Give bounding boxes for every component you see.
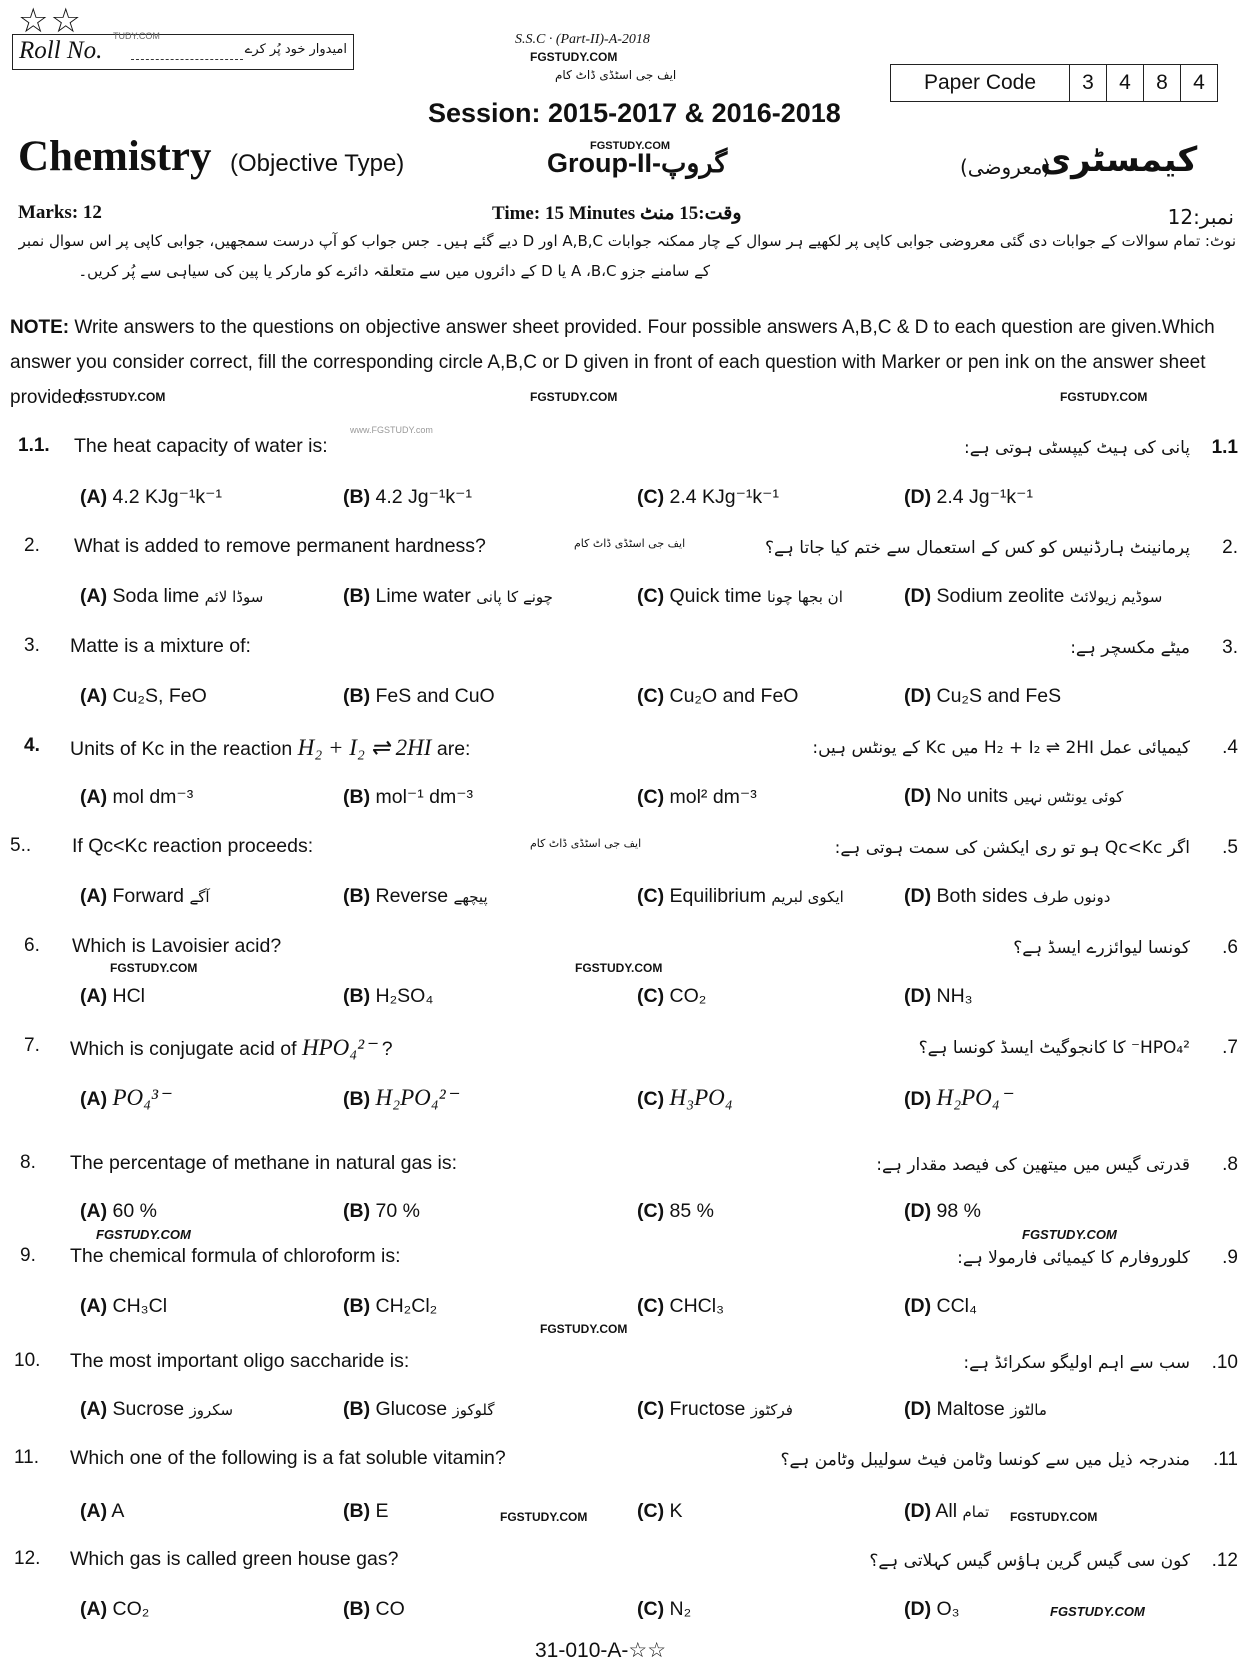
option-text: CH₃Cl [112, 1295, 168, 1317]
question-number-urdu: 1.1 [1211, 437, 1238, 458]
option-d[interactable] [904, 1398, 1047, 1421]
option-d[interactable] [904, 685, 1061, 708]
question-number-urdu: .6 [1222, 937, 1238, 958]
question-text-urdu: قدرتی گیس میں میتھین کی فیصد مقدار ہے: [876, 1155, 1190, 1175]
option-text: No units [936, 785, 1009, 807]
question-text-part: Units of Kc in the reaction [70, 738, 293, 760]
option-d[interactable] [904, 1598, 960, 1621]
option-key: (C) [637, 1398, 665, 1420]
option-text-urdu: مالٹوز [1010, 1401, 1047, 1419]
option-text-urdu: تمام [962, 1503, 990, 1521]
option-d[interactable] [904, 485, 1033, 509]
option-d[interactable] [904, 785, 1123, 808]
option-text: Lime water [375, 585, 471, 607]
option-c[interactable] [637, 485, 779, 509]
paper-code-digit: 4 [1193, 71, 1205, 94]
option-text: CO [375, 1598, 405, 1620]
question-number: 12. [14, 1548, 41, 1569]
option-text: Quick time [669, 585, 762, 607]
option-key: (D) [904, 1088, 932, 1110]
watermark: FGSTUDY.COM [96, 1227, 191, 1242]
question-text-urdu: سب سے اہم اولیگو سکرائڈ ہے: [963, 1353, 1190, 1373]
subject-type: (Objective Type) [230, 150, 405, 177]
option-b[interactable] [343, 1295, 437, 1318]
note-urdu-line-2: کے سامنے جزو A ،B،C یا D کے دائروں میں سے متعلقہ دائرے کو مارکر یا پین کی سیاہی سے پُر کریں۔ [78, 262, 710, 280]
marks: Marks: 12 [18, 202, 102, 223]
question-number-urdu: .7 [1222, 1037, 1238, 1058]
option-key: (B) [343, 1295, 371, 1317]
question-number: 2. [24, 535, 40, 556]
question-text: Which is Lavoisier acid? [72, 935, 282, 957]
option-c[interactable] [637, 685, 798, 708]
option-text: Cu₂S and FeS [936, 685, 1062, 707]
option-key: (B) [343, 1398, 371, 1420]
question-text-part: ? [381, 1038, 393, 1060]
paper-code-digit: 3 [1070, 65, 1107, 101]
option-text: CO₂ [112, 1598, 150, 1620]
watermark: FGSTUDY.COM [78, 390, 166, 404]
question-number: 4. [24, 735, 40, 756]
stars-mark: ☆☆ [18, 1, 83, 41]
question-text: What is added to remove permanent hardness? [74, 535, 486, 557]
option-key: (A) [80, 1598, 108, 1620]
option-key: (B) [343, 885, 371, 907]
option-text: mol dm⁻³ [112, 786, 194, 808]
question-number-urdu: .8 [1222, 1154, 1238, 1175]
option-key: (D) [904, 785, 932, 807]
option-key: (B) [343, 1500, 371, 1522]
watermark: FGSTUDY.COM [575, 961, 663, 975]
watermark: FGSTUDY.COM [500, 1510, 588, 1524]
option-d[interactable] [904, 1295, 977, 1318]
watermark: FGSTUDY.COM [530, 390, 618, 404]
question-text-urdu: میٹے مکسچر ہے: [1070, 638, 1190, 658]
question-number-urdu: .5 [1222, 837, 1238, 858]
option-b[interactable] [343, 985, 433, 1008]
question-text-part: are: [436, 738, 471, 760]
option-key: (D) [904, 1398, 932, 1420]
option-key: (A) [80, 1200, 108, 1222]
question-text-part: Which is conjugate acid of [70, 1038, 297, 1060]
option-a[interactable] [80, 485, 222, 509]
equation: H₂ + I₂ ⇌ 2HI [297, 735, 432, 760]
option-text-urdu: چونے کا پانی [476, 588, 553, 606]
option-key: (A) [80, 1088, 108, 1110]
watermark-urdu: ایف جی اسٹڈی ڈاٹ کام [574, 537, 686, 550]
question-number: 3. [24, 635, 40, 656]
option-text-urdu: سوڈیم زیولائٹ [1069, 588, 1163, 606]
option-text: H₃PO₄ [669, 1085, 733, 1110]
option-text: K [669, 1500, 683, 1522]
question-text: The most important oligo saccharide is: [70, 1350, 410, 1372]
option-b[interactable] [343, 1200, 420, 1223]
option-text: Forward [112, 885, 185, 907]
option-b[interactable] [343, 685, 495, 708]
question-text: The heat capacity of water is: [74, 435, 328, 457]
question-text: Matte is a mixture of: [70, 635, 251, 657]
option-key: (B) [343, 1598, 371, 1620]
option-b[interactable] [343, 585, 553, 608]
option-d[interactable] [904, 885, 1110, 908]
option-text: H₂SO₄ [375, 985, 434, 1007]
option-text: FeS and CuO [375, 685, 495, 707]
option-text: Reverse [375, 885, 449, 907]
subject-type-urdu: (معروضی) [960, 155, 1051, 179]
option-b[interactable] [343, 485, 472, 509]
option-text-urdu: ایکوی لبریم [771, 888, 844, 906]
option-text-urdu: گلوکوز [452, 1401, 495, 1419]
option-text: 85 % [669, 1200, 714, 1222]
question-number-urdu: .9 [1222, 1247, 1238, 1268]
option-key: (D) [904, 985, 932, 1007]
option-c[interactable] [637, 585, 843, 608]
question-number-urdu: .12 [1211, 1550, 1238, 1571]
option-text: Equilibrium [669, 885, 766, 907]
question-text: Which gas is called green house gas? [70, 1548, 399, 1570]
question-number: 5.. [10, 835, 32, 856]
subject-title-urdu: کیمسٹری [1040, 140, 1198, 180]
option-text: PO₄³⁻ [112, 1085, 171, 1110]
option-text: Soda lime [112, 585, 200, 607]
question-number: 10. [14, 1350, 41, 1371]
paper-code-box [890, 64, 1218, 102]
exam-title: S.S.C · (Part-II)-A-2018 [515, 32, 650, 47]
option-text: Maltose [936, 1398, 1005, 1420]
option-b[interactable] [343, 1085, 458, 1111]
watermark-urdu: ایف جی اسٹڈی ڈاٹ کام [530, 837, 642, 850]
option-text: E [375, 1500, 389, 1522]
paper-footer-code: 31-010-A-☆☆ [535, 1639, 667, 1662]
roll-number-label: Roll No. [19, 37, 103, 64]
question-number-urdu: 3. [1222, 637, 1238, 658]
paper-code-label: Paper Code [891, 65, 1070, 101]
watermark: FGSTUDY.COM [1060, 390, 1148, 404]
option-key: (C) [637, 885, 665, 907]
option-c[interactable] [637, 1200, 714, 1223]
option-text: N₂ [669, 1598, 692, 1620]
question-text-urdu: کونسا لیوائزرے ایسڈ ہے؟ [1013, 938, 1190, 958]
question-text: The percentage of methane in natural gas is: [70, 1152, 457, 1174]
option-text: H₂PO₄²⁻ [375, 1085, 458, 1110]
option-b[interactable] [343, 1598, 405, 1621]
option-text: 98 % [936, 1200, 981, 1222]
option-text: CCl₄ [936, 1295, 977, 1317]
session: Session: 2015-2017 & 2016-2018 [428, 98, 841, 128]
roll-number-urdu-label: امیدوار خود پُر کرے [244, 42, 347, 57]
question-text-urdu: پرمانینٹ ہارڈنیس کو کس کے استعمال سے ختم کیا جاتا ہے؟ [764, 538, 1190, 558]
option-text: H₂PO₄⁻ [936, 1085, 1012, 1110]
option-d[interactable] [904, 1085, 1012, 1111]
watermark-urdu: ایف جی اسٹڈی ڈاٹ کام [555, 68, 677, 82]
question-number: 11. [14, 1447, 40, 1468]
option-key: (B) [343, 1088, 371, 1110]
option-key: (D) [904, 1295, 932, 1317]
note-urdu-line-1: نوٹ: تمام سوالات کے جوابات دی گئی معروضی جوابی کاپی پر لکھیے ہر سوال کے چار ممکنہ جوابات A,B,C اور D دیے گئے ہیں۔ جس جواب کو آپ درست سمجھیں، جوابی کاپی پر اس سوال نمبر [18, 232, 1236, 250]
paper-code-digit: 8 [1144, 65, 1181, 101]
equation: HPO₄²⁻ [301, 1035, 377, 1060]
option-text-urdu: فرکٹوز [750, 1401, 793, 1419]
option-text: mol⁻¹ dm⁻³ [375, 786, 473, 808]
option-text-urdu: ان بجھا چونا [767, 588, 843, 606]
subject-title: Chemistry [18, 133, 212, 180]
option-d[interactable] [904, 1500, 989, 1523]
question-number-urdu: .10 [1211, 1352, 1238, 1373]
option-text-urdu: سوڈا لائم [204, 588, 264, 606]
option-text: NH₃ [936, 985, 973, 1007]
question-number-urdu: 2. [1222, 537, 1238, 558]
watermark: FGSTUDY.COM [530, 50, 618, 64]
option-a[interactable] [80, 1295, 167, 1318]
option-key: (A) [80, 585, 108, 607]
option-c[interactable] [637, 1500, 683, 1523]
option-key: (D) [904, 486, 932, 508]
option-text: CH₂Cl₂ [375, 1295, 438, 1317]
option-key: (C) [637, 1500, 665, 1522]
option-text: 2.4 KJg⁻¹k⁻¹ [669, 486, 779, 508]
option-text: O₃ [936, 1598, 960, 1620]
time-allowed: Time: 15 Minutes وقت:15 منٹ [492, 203, 742, 224]
option-key: (C) [637, 1088, 665, 1110]
option-key: (C) [637, 685, 665, 707]
question-text: If Qc<Kc reaction proceeds: [72, 835, 314, 857]
question-text: The chemical formula of chloroform is: [70, 1245, 401, 1267]
option-key: (C) [637, 985, 665, 1007]
question-text-urdu: مندرجہ ذیل میں سے کونسا وٹامن فیٹ سولیبل وٹامن ہے؟ [780, 1450, 1190, 1470]
option-text-urdu: سکروز [189, 1401, 234, 1419]
option-text: Sucrose [112, 1398, 185, 1420]
option-text: mol² dm⁻³ [669, 786, 757, 808]
option-d[interactable] [904, 585, 1162, 608]
note-text: Write answers to the questions on objective answer sheet provided. Four possible answers A,B,C & D to each question are given.Which answer you consider correct, fill the corresponding circle A,B,C or D given in front of each question with Marker or pen ink on the answer sheet provided. [10, 317, 1215, 408]
question-text-urdu: کون سی گیس گرین ہاؤس گیس کہلاتی ہے؟ [869, 1551, 1190, 1571]
question-text [70, 735, 470, 761]
option-a[interactable] [80, 1085, 170, 1111]
option-key: (A) [80, 1295, 108, 1317]
question-number: 8. [20, 1152, 36, 1173]
option-key: (A) [80, 985, 108, 1007]
option-key: (C) [637, 786, 665, 808]
option-text: CHCl₃ [669, 1295, 725, 1317]
option-text: All [935, 1500, 958, 1522]
option-text: 60 % [112, 1200, 157, 1222]
option-key: (D) [904, 885, 932, 907]
question-text-urdu: کلوروفارم کا کیمیائی فارمولا ہے: [957, 1248, 1190, 1268]
option-text: 2.4 Jg⁻¹k⁻¹ [936, 486, 1033, 508]
option-a[interactable] [80, 1500, 124, 1523]
watermark: FGSTUDY.COM [540, 1322, 628, 1336]
option-a[interactable] [80, 1598, 149, 1621]
option-b[interactable] [343, 785, 473, 809]
option-b[interactable] [343, 885, 488, 908]
option-text: 4.2 KJg⁻¹k⁻¹ [112, 486, 222, 508]
question-text: Which one of the following is a fat soluble vitamin? [70, 1447, 506, 1469]
option-a[interactable] [80, 1398, 233, 1421]
option-key: (B) [343, 685, 371, 707]
option-key: (A) [80, 486, 108, 508]
note-label: NOTE: [10, 317, 70, 338]
option-key: (A) [80, 786, 108, 808]
option-key: (C) [637, 1295, 665, 1317]
question-text-urdu: پانی کی ہیٹ کیپسٹی ہوتی ہے: [964, 438, 1190, 458]
option-key: (C) [637, 1598, 665, 1620]
option-a[interactable] [80, 685, 207, 708]
option-c[interactable] [637, 1295, 724, 1318]
question-text-urdu: HPO₄²⁻ کا کانجوگیٹ ایسڈ کونسا ہے؟ [918, 1038, 1190, 1058]
option-text: Fructose [669, 1398, 746, 1420]
roll-number-field[interactable] [131, 59, 243, 60]
option-text-urdu: پیچھے [453, 888, 488, 906]
watermark: TUDY.COM [113, 31, 160, 41]
marks-urdu: نمبر:12 [1167, 205, 1234, 229]
question-text-urdu: کیمیائی عمل H₂ + I₂ ⇌ 2HI میں Kc کے یونٹس ہیں: [812, 738, 1190, 758]
watermark: FGSTUDY.COM [1050, 1604, 1145, 1619]
option-d[interactable] [904, 985, 973, 1008]
option-key: (C) [637, 486, 665, 508]
option-text-urdu: آگے [189, 888, 210, 906]
option-a[interactable] [80, 1200, 157, 1223]
option-b[interactable] [343, 1500, 389, 1523]
option-a[interactable] [80, 985, 145, 1008]
watermark: FGSTUDY.COM [1010, 1510, 1098, 1524]
paper-code-digit: 4 [1107, 65, 1144, 101]
option-text: 70 % [375, 1200, 420, 1222]
option-key: (D) [904, 1598, 932, 1620]
option-key: (C) [637, 1200, 665, 1222]
option-text: Sodium zeolite [936, 585, 1065, 607]
option-a[interactable] [80, 885, 210, 908]
question-number-urdu: .4 [1222, 737, 1238, 758]
question-number-urdu: .11 [1212, 1449, 1238, 1470]
question-text-urdu: اگر Qc<Kc ہو تو ری ایکشن کی سمت ہوتی ہے: [834, 838, 1190, 858]
question-number: 9. [20, 1245, 36, 1266]
option-b[interactable] [343, 1398, 494, 1421]
watermark: FGSTUDY.COM [110, 961, 198, 975]
option-c[interactable] [637, 1398, 793, 1421]
question-number: 1.1. [18, 435, 50, 456]
option-c[interactable] [637, 885, 844, 908]
option-a[interactable] [80, 785, 193, 809]
option-text: Glucose [375, 1398, 448, 1420]
option-text-urdu: کوئی یونٹس نہیں [1013, 788, 1124, 806]
question-number: 7. [24, 1035, 40, 1056]
option-c[interactable] [637, 985, 706, 1008]
watermark: FGSTUDY.COM [590, 140, 671, 152]
option-key: (B) [343, 786, 371, 808]
option-text: A [111, 1500, 125, 1522]
option-key: (A) [80, 1500, 108, 1522]
question-number: 6. [24, 935, 40, 956]
option-key: (D) [904, 585, 932, 607]
option-text: Both sides [936, 885, 1028, 907]
option-key: (D) [904, 1200, 932, 1222]
option-key: (B) [343, 1200, 371, 1222]
option-text: Cu₂O and FeO [669, 685, 799, 707]
watermark: www.FGSTUDY.com [350, 425, 433, 435]
option-c[interactable] [637, 1598, 691, 1621]
option-key: (D) [904, 1500, 932, 1522]
option-text: Cu₂S, FeO [112, 685, 207, 707]
option-key: (D) [904, 685, 932, 707]
option-key: (A) [80, 885, 108, 907]
option-key: (A) [80, 1398, 108, 1420]
option-key: (B) [343, 985, 371, 1007]
option-a[interactable] [80, 585, 263, 608]
group-label: Group-II-گروپ [547, 148, 728, 178]
option-c[interactable] [637, 785, 757, 809]
roll-number-box[interactable] [12, 31, 354, 70]
option-text: HCl [112, 985, 145, 1007]
option-text: 4.2 Jg⁻¹k⁻¹ [375, 486, 472, 508]
option-d[interactable] [904, 1200, 981, 1223]
question-text [70, 1035, 393, 1061]
option-text-urdu: دونوں طرف [1032, 888, 1111, 906]
option-key: (B) [343, 486, 371, 508]
option-text: CO₂ [669, 985, 707, 1007]
option-c[interactable] [637, 1085, 733, 1111]
watermark: FGSTUDY.COM [1022, 1227, 1117, 1242]
option-key: (C) [637, 585, 665, 607]
option-key: (A) [80, 685, 108, 707]
option-key: (B) [343, 585, 371, 607]
